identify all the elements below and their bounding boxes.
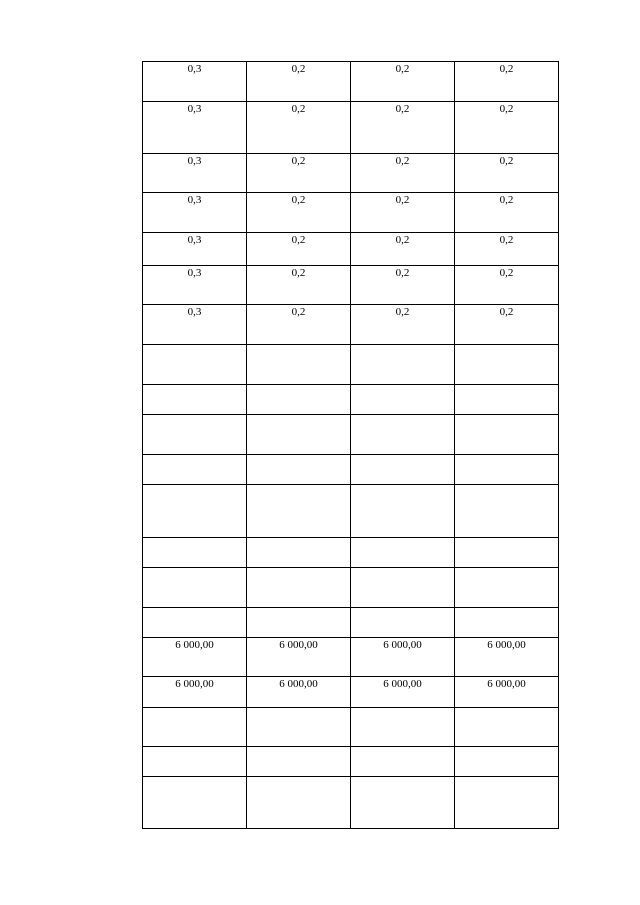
table-cell	[143, 638, 247, 677]
table-cell	[351, 677, 455, 708]
table-cell	[143, 385, 247, 415]
table-row	[143, 747, 559, 777]
cell-value	[351, 345, 454, 346]
cell-value: 0,3	[187, 194, 202, 206]
table-cell	[455, 677, 559, 708]
cell-value	[247, 385, 350, 386]
table-row	[143, 102, 559, 154]
cell-value	[247, 777, 350, 778]
table-cell	[351, 568, 455, 608]
table-cell	[143, 708, 247, 747]
table-cell	[143, 345, 247, 385]
table-cell	[143, 747, 247, 777]
table-body	[143, 62, 559, 829]
table-cell	[247, 62, 351, 102]
table-cell	[455, 102, 559, 154]
table-cell	[247, 747, 351, 777]
table-cell	[247, 568, 351, 608]
table-cell	[247, 193, 351, 233]
table-row	[143, 345, 559, 385]
cell-value: 6 000,00	[383, 639, 422, 651]
table-cell	[351, 385, 455, 415]
cell-value	[455, 747, 558, 748]
table-cell	[143, 233, 247, 266]
table-cell	[455, 266, 559, 305]
table-cell	[455, 305, 559, 345]
table-cell	[143, 485, 247, 538]
table-cell	[247, 305, 351, 345]
table-cell	[351, 485, 455, 538]
cell-value	[247, 708, 350, 709]
table-cell	[351, 455, 455, 485]
table-cell	[351, 608, 455, 638]
cell-value	[351, 485, 454, 486]
cell-value	[351, 747, 454, 748]
cell-value: 0,2	[395, 306, 410, 318]
cell-value: 0,2	[499, 267, 514, 279]
table-row	[143, 777, 559, 829]
table-row	[143, 608, 559, 638]
table-cell	[351, 154, 455, 193]
cell-value: 0,2	[395, 194, 410, 206]
cell-value: 0,2	[499, 103, 514, 115]
cell-value: 0,2	[291, 103, 306, 115]
table-cell	[143, 266, 247, 305]
cell-value	[143, 485, 246, 486]
table-cell	[351, 708, 455, 747]
cell-value	[143, 568, 246, 569]
table-cell	[455, 345, 559, 385]
table-cell	[247, 102, 351, 154]
table-cell	[455, 415, 559, 455]
table-cell	[247, 638, 351, 677]
table-cell	[455, 568, 559, 608]
table-cell	[351, 415, 455, 455]
cell-value	[143, 345, 246, 346]
data-table	[142, 61, 559, 829]
cell-value	[455, 608, 558, 609]
table-row	[143, 193, 559, 233]
table-cell	[247, 345, 351, 385]
table-cell	[455, 455, 559, 485]
cell-value: 6 000,00	[279, 678, 318, 690]
cell-value	[143, 747, 246, 748]
cell-value	[143, 455, 246, 456]
cell-value	[351, 777, 454, 778]
table-cell	[455, 193, 559, 233]
cell-value: 0,2	[291, 155, 306, 167]
table-cell	[247, 385, 351, 415]
table-row	[143, 455, 559, 485]
table-cell	[455, 777, 559, 829]
table-cell	[143, 455, 247, 485]
cell-value	[455, 415, 558, 416]
table-cell	[143, 415, 247, 455]
table-cell	[247, 677, 351, 708]
table-cell	[247, 455, 351, 485]
table-cell	[455, 154, 559, 193]
cell-value: 0,3	[187, 267, 202, 279]
table-cell	[247, 266, 351, 305]
cell-value	[455, 568, 558, 569]
table-row	[143, 233, 559, 266]
cell-value: 0,2	[499, 63, 514, 75]
table-cell	[247, 233, 351, 266]
cell-value	[455, 485, 558, 486]
table-cell	[143, 677, 247, 708]
cell-value	[247, 608, 350, 609]
cell-value	[247, 485, 350, 486]
cell-value	[455, 538, 558, 539]
table-row	[143, 677, 559, 708]
table-cell	[455, 62, 559, 102]
cell-value	[455, 455, 558, 456]
cell-value	[247, 345, 350, 346]
cell-value	[455, 708, 558, 709]
cell-value: 0,2	[499, 194, 514, 206]
table-cell	[455, 233, 559, 266]
cell-value	[351, 608, 454, 609]
cell-value: 0,2	[499, 234, 514, 246]
cell-value	[351, 385, 454, 386]
cell-value: 0,2	[291, 194, 306, 206]
cell-value: 0,3	[187, 103, 202, 115]
table-cell	[143, 568, 247, 608]
cell-value	[247, 415, 350, 416]
cell-value: 6 000,00	[487, 678, 526, 690]
table-row	[143, 266, 559, 305]
table-cell	[351, 305, 455, 345]
table-cell	[351, 266, 455, 305]
cell-value: 6 000,00	[487, 639, 526, 651]
cell-value	[455, 385, 558, 386]
table-cell	[247, 608, 351, 638]
cell-value: 0,2	[499, 155, 514, 167]
table-cell	[247, 415, 351, 455]
table-row	[143, 538, 559, 568]
table-cell	[455, 638, 559, 677]
table-row	[143, 708, 559, 747]
cell-value	[143, 777, 246, 778]
cell-value: 6 000,00	[175, 678, 214, 690]
cell-value: 0,2	[395, 155, 410, 167]
cell-value: 0,2	[395, 267, 410, 279]
cell-value	[247, 455, 350, 456]
table-cell	[143, 608, 247, 638]
cell-value: 0,2	[395, 234, 410, 246]
table-cell	[455, 608, 559, 638]
table-cell	[351, 233, 455, 266]
cell-value	[143, 538, 246, 539]
cell-value: 0,2	[291, 267, 306, 279]
cell-value: 0,2	[499, 306, 514, 318]
table-cell	[455, 708, 559, 747]
cell-value	[143, 415, 246, 416]
table-row	[143, 638, 559, 677]
cell-value	[143, 608, 246, 609]
table-row	[143, 305, 559, 345]
table-row	[143, 415, 559, 455]
table-cell	[143, 538, 247, 568]
table-row	[143, 568, 559, 608]
table-row	[143, 154, 559, 193]
cell-value: 0,2	[395, 103, 410, 115]
cell-value: 0,2	[395, 63, 410, 75]
table-cell	[455, 385, 559, 415]
cell-value: 0,2	[291, 306, 306, 318]
table-cell	[247, 538, 351, 568]
cell-value: 0,3	[187, 234, 202, 246]
table-cell	[351, 777, 455, 829]
cell-value	[351, 708, 454, 709]
cell-value	[351, 455, 454, 456]
table-cell	[143, 305, 247, 345]
table-cell	[455, 485, 559, 538]
table-cell	[455, 747, 559, 777]
table-row	[143, 62, 559, 102]
table-cell	[351, 193, 455, 233]
cell-value	[143, 708, 246, 709]
cell-value: 0,3	[187, 63, 202, 75]
cell-value: 0,2	[291, 234, 306, 246]
cell-value: 6 000,00	[175, 639, 214, 651]
cell-value	[455, 345, 558, 346]
table-cell	[351, 747, 455, 777]
table-cell	[143, 62, 247, 102]
table-cell	[143, 102, 247, 154]
table-cell	[455, 538, 559, 568]
cell-value: 0,2	[291, 63, 306, 75]
cell-value: 6 000,00	[279, 639, 318, 651]
cell-value	[351, 568, 454, 569]
table-cell	[351, 62, 455, 102]
table-cell	[351, 102, 455, 154]
table-cell	[351, 345, 455, 385]
table-cell	[247, 485, 351, 538]
cell-value: 0,3	[187, 306, 202, 318]
cell-value	[247, 568, 350, 569]
cell-value: 0,3	[187, 155, 202, 167]
table-row	[143, 385, 559, 415]
table-cell	[143, 777, 247, 829]
cell-value	[351, 538, 454, 539]
table-cell	[143, 193, 247, 233]
cell-value	[351, 415, 454, 416]
table-cell	[351, 638, 455, 677]
table-row	[143, 485, 559, 538]
cell-value: 6 000,00	[383, 678, 422, 690]
cell-value	[247, 747, 350, 748]
table-cell	[143, 154, 247, 193]
cell-value	[143, 385, 246, 386]
cell-value	[455, 777, 558, 778]
table-cell	[351, 538, 455, 568]
table-cell	[247, 154, 351, 193]
cell-value	[247, 538, 350, 539]
table-cell	[247, 777, 351, 829]
table-cell	[247, 708, 351, 747]
